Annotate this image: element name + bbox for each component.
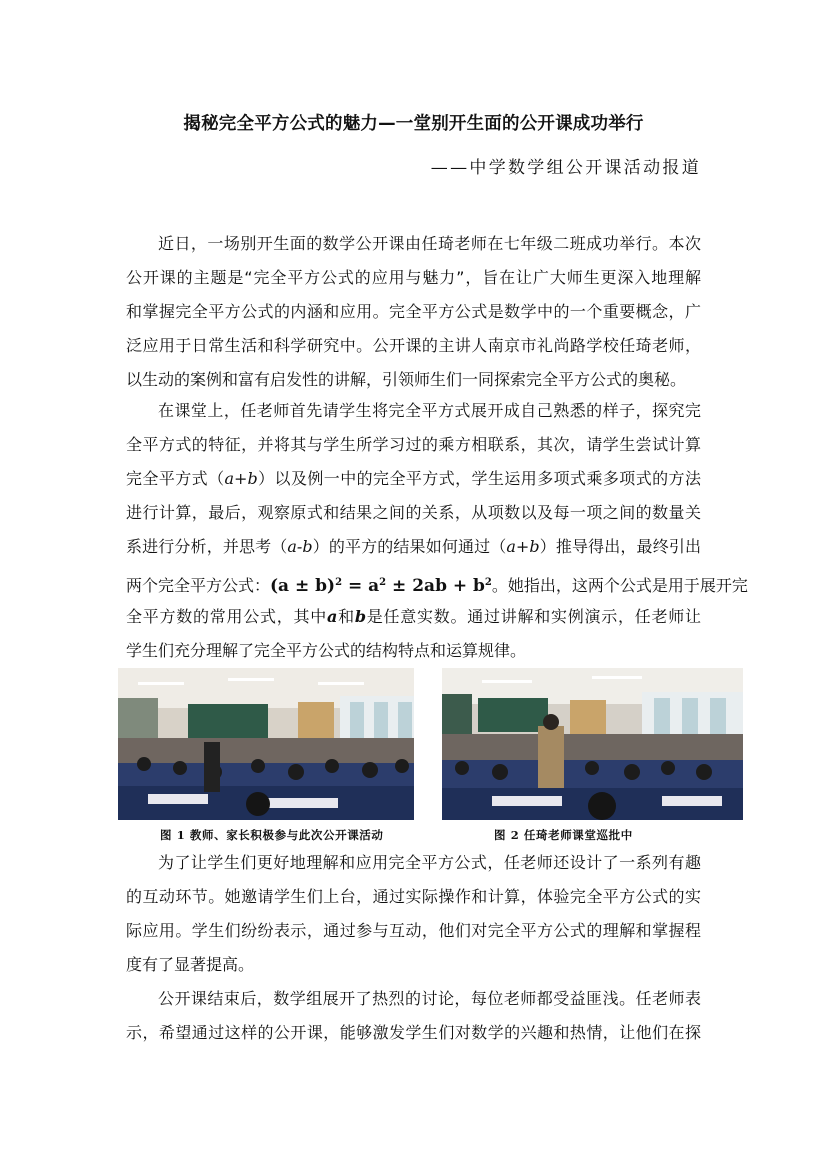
text-run: ）推导得出，最终引出 (539, 537, 701, 556)
paragraph-line: 的互动环节。她邀请学生们上台，通过实际操作和计算，体验完全平方公式的实 (126, 887, 701, 906)
paragraph-line: 和掌握完全平方公式的内涵和应用。完全平方公式是数学中的一个重要概念，广 (126, 302, 701, 321)
math-expression: a-b (287, 537, 313, 556)
figure-1-caption: 图 1 教师、家长积极参与此次公开课活动 (160, 828, 384, 842)
paragraph-line (126, 606, 701, 628)
formula-part: = a (342, 576, 380, 596)
article-subtitle: ——中学数学组公开课活动报道 (430, 158, 701, 178)
formula-part: (a ± b) (270, 576, 336, 596)
formula-exponent: 2 (379, 577, 387, 588)
formula-part: ± 2ab + b (386, 576, 485, 596)
math-expression: a+b (506, 537, 540, 556)
math-variable: a (326, 607, 338, 626)
paragraph-line: 以生动的案例和富有启发性的讲解，引领师生们一同探索完全平方公式的奥秘。 (126, 370, 687, 389)
paragraph-line (126, 536, 701, 558)
figure-2-caption: 图 2 任琦老师课堂巡批中 (494, 828, 633, 842)
paragraph-line: 全平方式的特征，并将其与学生所学习过的乘方相联系，其次，请学生尝试计算 (126, 435, 701, 454)
paragraph-line: 学生们充分理解了完全平方公式的结构特点和运算规律。 (126, 641, 527, 660)
square-formula (270, 576, 492, 596)
paragraph-line: 度有了显著提高。 (126, 955, 255, 974)
text-run: 全平方数的常用公式，其中 (126, 607, 327, 626)
math-variable: b (354, 607, 367, 626)
paragraph-line: 际应用。学生们纷纷表示，通过参与互动，他们对完全平方公式的理解和掌握程 (126, 921, 701, 940)
formula-exponent: 2 (484, 577, 492, 588)
text-run: 完全平方式（ (126, 469, 225, 488)
paragraph-line (126, 468, 701, 490)
paragraph-line: 在课堂上，任老师首先请学生将完全平方式展开成自己熟悉的样子，探究完 (158, 401, 701, 420)
paragraph-line: 示，希望通过这样的公开课，能够激发学生们对数学的兴趣和热情，让他们在探 (126, 1023, 701, 1042)
text-run: 和 (337, 607, 355, 626)
formula-exponent: 2 (335, 577, 343, 588)
text-run: 。她指出，这两个公式是用于展开完 (491, 576, 748, 595)
paragraph-line: 公开课的主题是“完全平方公式的应用与魅力”，旨在让广大师生更深入地理解 (126, 268, 701, 287)
text-run: 是任意实数。通过讲解和实例演示，任老师让 (366, 607, 701, 626)
paragraph-line: 公开课结束后，数学组展开了热烈的讨论，每位老师都受益匪浅。任老师表 (158, 989, 701, 1008)
paragraph-line: 为了让学生们更好地理解和应用完全平方公式，任老师还设计了一系列有趣 (158, 853, 701, 872)
paragraph-line (126, 572, 748, 596)
paragraph-line: 近日，一场别开生面的数学公开课由任琦老师在七年级二班成功举行。本次 (158, 234, 701, 253)
text-run: 系进行分析，并思考（ (126, 537, 288, 556)
paragraph-line: 进行计算，最后，观察原式和结果之间的关系，从项数以及每一项之间的数量关 (126, 503, 701, 522)
paragraph-line: 泛应用于日常生活和科学研究中。公开课的主讲人南京市礼尚路学校任琦老师， (126, 336, 701, 355)
text-run: ）的平方的结果如何通过（ (312, 537, 507, 556)
article-title: 揭秘完全平方公式的魅力—一堂别开生面的公开课成功举行 (183, 114, 644, 134)
text-run: 两个完全平方公式： (126, 576, 271, 595)
text-run: ）以及例一中的完全平方式，学生运用多项式乘多项式的方法 (257, 469, 701, 488)
classroom-photo-2 (442, 668, 743, 820)
classroom-photo-1 (118, 668, 414, 820)
math-expression: a+b (224, 469, 258, 488)
